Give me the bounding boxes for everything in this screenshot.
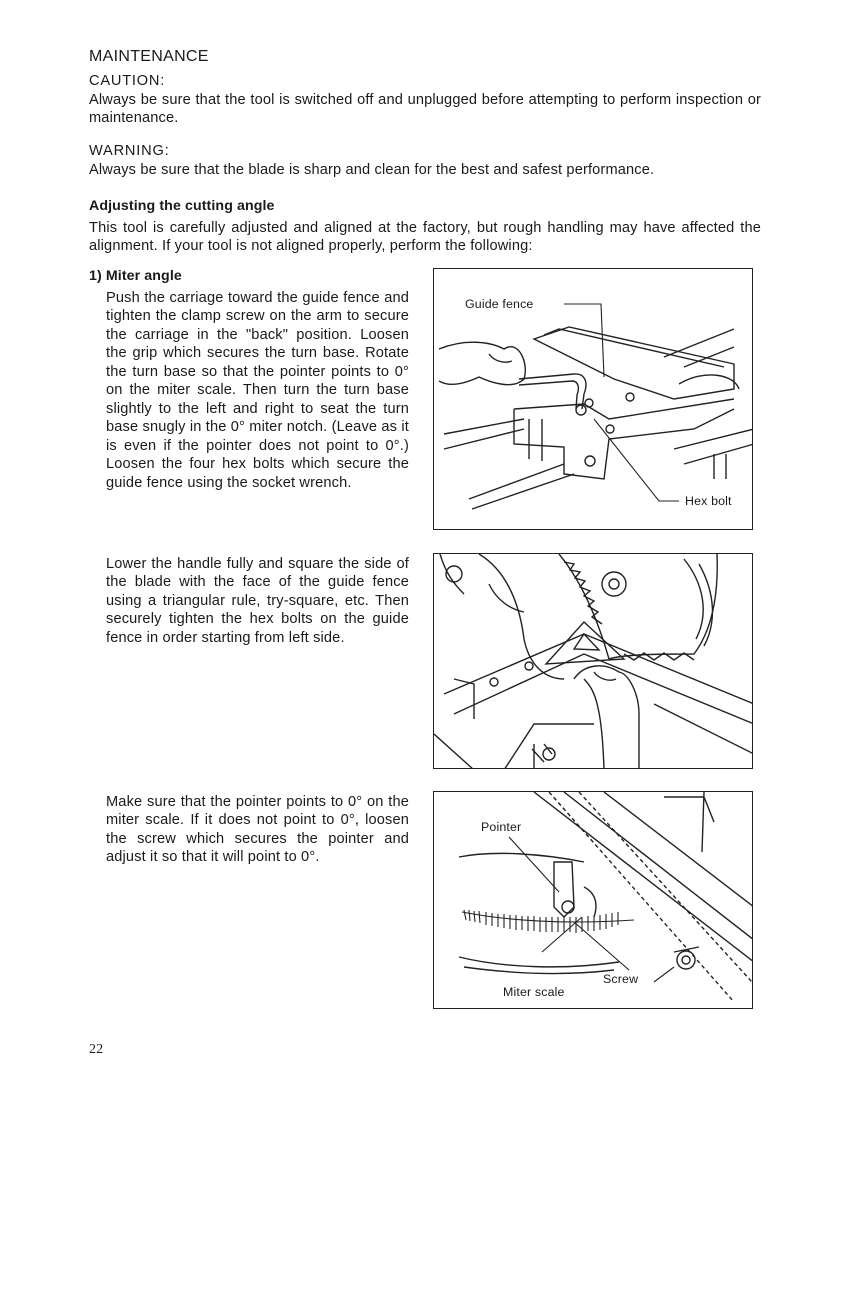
- adjusting-heading: Adjusting the cutting angle: [89, 198, 275, 214]
- figure-guide-fence: [433, 268, 753, 530]
- section-title: MAINTENANCE: [89, 48, 209, 65]
- miter-heading: 1) Miter angle: [89, 268, 182, 284]
- miter-paragraph-2: Lower the handle fully and square the side of the blade with the face of the guide fence using a triangular rule, try-square, etc. Then securely tighten the hex bolts on the guide fence in order starting from left side.: [106, 556, 409, 646]
- page-number: 22: [89, 1042, 104, 1057]
- caution-text: Always be sure that the tool is switched off and unplugged before attempting to perform inspection or maintenance.: [89, 92, 761, 127]
- guide-fence-callout: Guide fence: [465, 297, 534, 311]
- miter-paragraph-3: Make sure that the pointer points to 0° on the miter scale. If it does not point to 0°, loosen the screw which secures the pointer and adjust it so that it will point to 0°.: [106, 794, 409, 866]
- warning-label: WARNING:: [89, 143, 170, 159]
- figure-pointer-scale: [433, 791, 753, 1009]
- miter-scale-callout: Miter scale: [503, 985, 565, 999]
- caution-label: CAUTION:: [89, 73, 166, 89]
- hex-bolt-callout: Hex bolt: [685, 494, 732, 508]
- screw-callout: Screw: [603, 972, 639, 986]
- adjusting-intro: This tool is carefully adjusted and aligned at the factory, but rough handling may have affected the alignment. If your tool is not aligned properly, perform the following:: [89, 220, 761, 255]
- miter-paragraph-1: Push the carriage toward the guide fence and tighten the clamp screw on the arm to secure the carriage in the "back" position. Loosen the grip which secures the turn base. Rotate the turn base so that the pointer points to 0° on the miter scale. Then turn the turn base slightly to the left and right to seat the turn base snugly in the 0° miter notch. (Leave as it is even if the pointer does not point to 0°.) Loosen the four hex bolts which secure the guide fence using the socket wrench.: [106, 290, 409, 491]
- blade-square-illustration: [434, 554, 753, 769]
- pointer-callout: Pointer: [481, 820, 522, 834]
- warning-text: Always be sure that the blade is sharp and clean for the best and safest performance.: [89, 162, 655, 178]
- figure-blade-square: [433, 553, 753, 769]
